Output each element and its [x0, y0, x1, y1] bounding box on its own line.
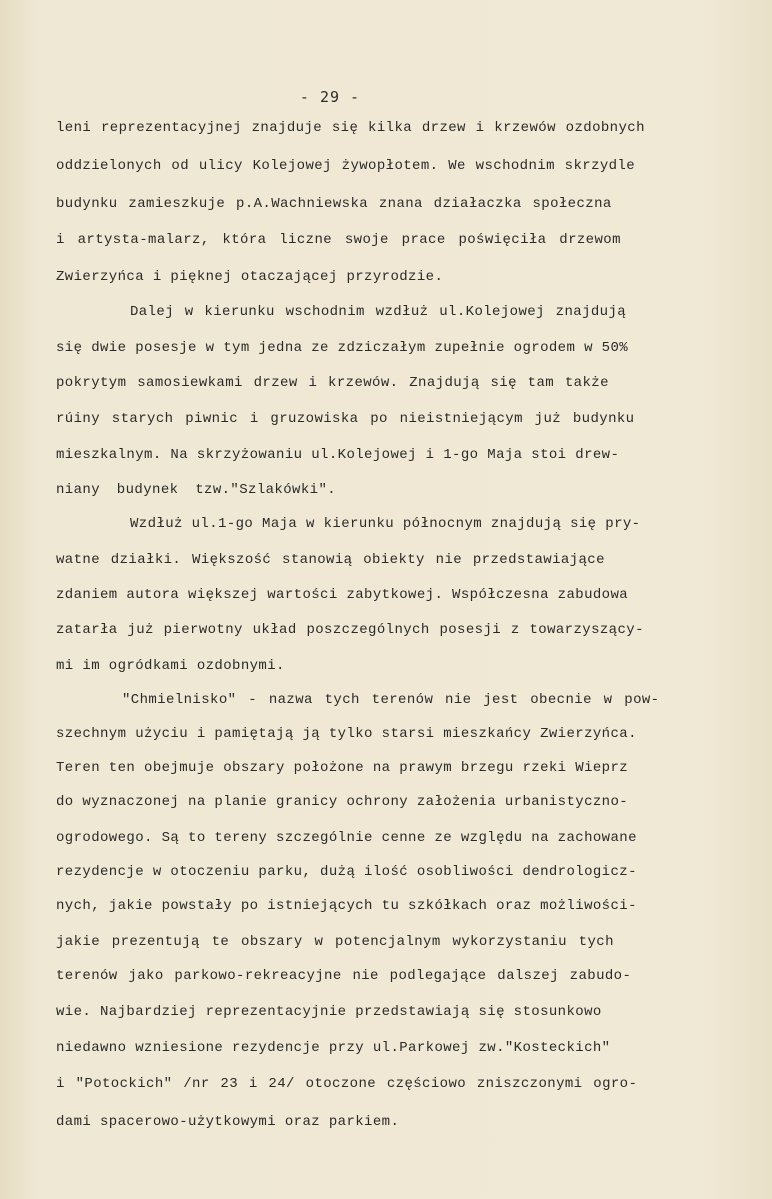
- text-line: "Chmielnisko" - nazwa tych terenów nie jest obecnie w pow-: [122, 692, 660, 708]
- text-line: watne działki. Większość stanowią obiekty nie przedstawiające: [56, 552, 605, 568]
- text-line: niedawno wzniesione rezydencje przy ul.Parkowej zw."Kosteckich": [56, 1040, 611, 1056]
- text-line: mieszkalnym. Na skrzyżowaniu ul.Kolejowej i 1-go Maja stoi drew-: [56, 447, 620, 463]
- page-number: - 29 -: [299, 88, 361, 106]
- text-line: się dwie posesje w tym jedna ze zdziczałym zupełnie ogrodem w 50%: [56, 340, 629, 356]
- document-text: [0, 118, 772, 1178]
- text-line: Zwierzyńca i pięknej otaczającej przyrodzie.: [56, 269, 444, 285]
- text-line: pokrytym samosiewkami drzew i krzewów. Znajdują się tam także: [56, 375, 609, 391]
- text-line: Teren ten obejmuje obszary położone na prawym brzegu rzeki Wieprz: [56, 760, 629, 776]
- text-line: ogrodowego. Są to tereny szczególnie cenne ze względu na zachowane: [56, 830, 637, 846]
- text-line: rezydencje w otoczeniu parku, dużą ilość osobliwości dendrologicz-: [56, 864, 637, 880]
- text-line: Dalej w kierunku wschodnim wzdłuż ul.Kolejowej znajdują: [130, 304, 627, 320]
- text-line: budynku zamieszkuje p.A.Wachniewska znana działaczka społeczna: [56, 196, 612, 212]
- text-line: szechnym użyciu i pamiętają ją tylko starsi mieszkańcy Zwierzyńca.: [56, 726, 637, 742]
- text-line: Wzdłuż ul.1-go Maja w kierunku północnym znajdują się pry-: [130, 516, 641, 532]
- text-line: rúiny starych piwnic i gruzowiska po nieistniejącym już budynku: [56, 411, 635, 427]
- text-line: wie. Najbardziej reprezentacyjnie przedstawiają się stosunkowo: [56, 1004, 602, 1020]
- text-line: zdaniem autora większej wartości zabytkowej. Współczesna zabudowa: [56, 587, 629, 603]
- text-line: mi im ogródkami ozdobnymi.: [56, 658, 285, 674]
- text-line: i artysta-malarz, która liczne swoje prace poświęciła drzewom: [56, 232, 621, 248]
- text-line: terenów jako parkowo-rekreacyjne nie podlegające dalszej zabudo-: [56, 968, 632, 984]
- text-line: leni reprezentacyjnej znajduje się kilka drzew i krzewów ozdobnych: [56, 120, 645, 136]
- text-line: do wyznaczonej na planie granicy ochrony założenia urbanistyczno-: [56, 794, 629, 810]
- text-line: niany budynek tzw."Szlakówki".: [56, 482, 337, 498]
- text-line: zatarła już pierwotny układ poszczególnych posesji z towarzyszący-: [56, 622, 644, 638]
- text-line: nych, jakie powstały po istniejących tu szkółkach oraz możliwości-: [56, 898, 637, 914]
- text-line: jakie prezentują te obszary w potencjalnym wykorzystaniu tych: [56, 934, 614, 950]
- text-line: oddzielonych od ulicy Kolejowej żywopłotem. We wschodnim skrzydle: [56, 158, 636, 174]
- text-line: dami spacerowo-użytkowymi oraz parkiem.: [56, 1114, 400, 1130]
- text-line: i "Potockich" /nr 23 i 24/ otoczone częściowo zniszczonymi ogro-: [56, 1076, 638, 1092]
